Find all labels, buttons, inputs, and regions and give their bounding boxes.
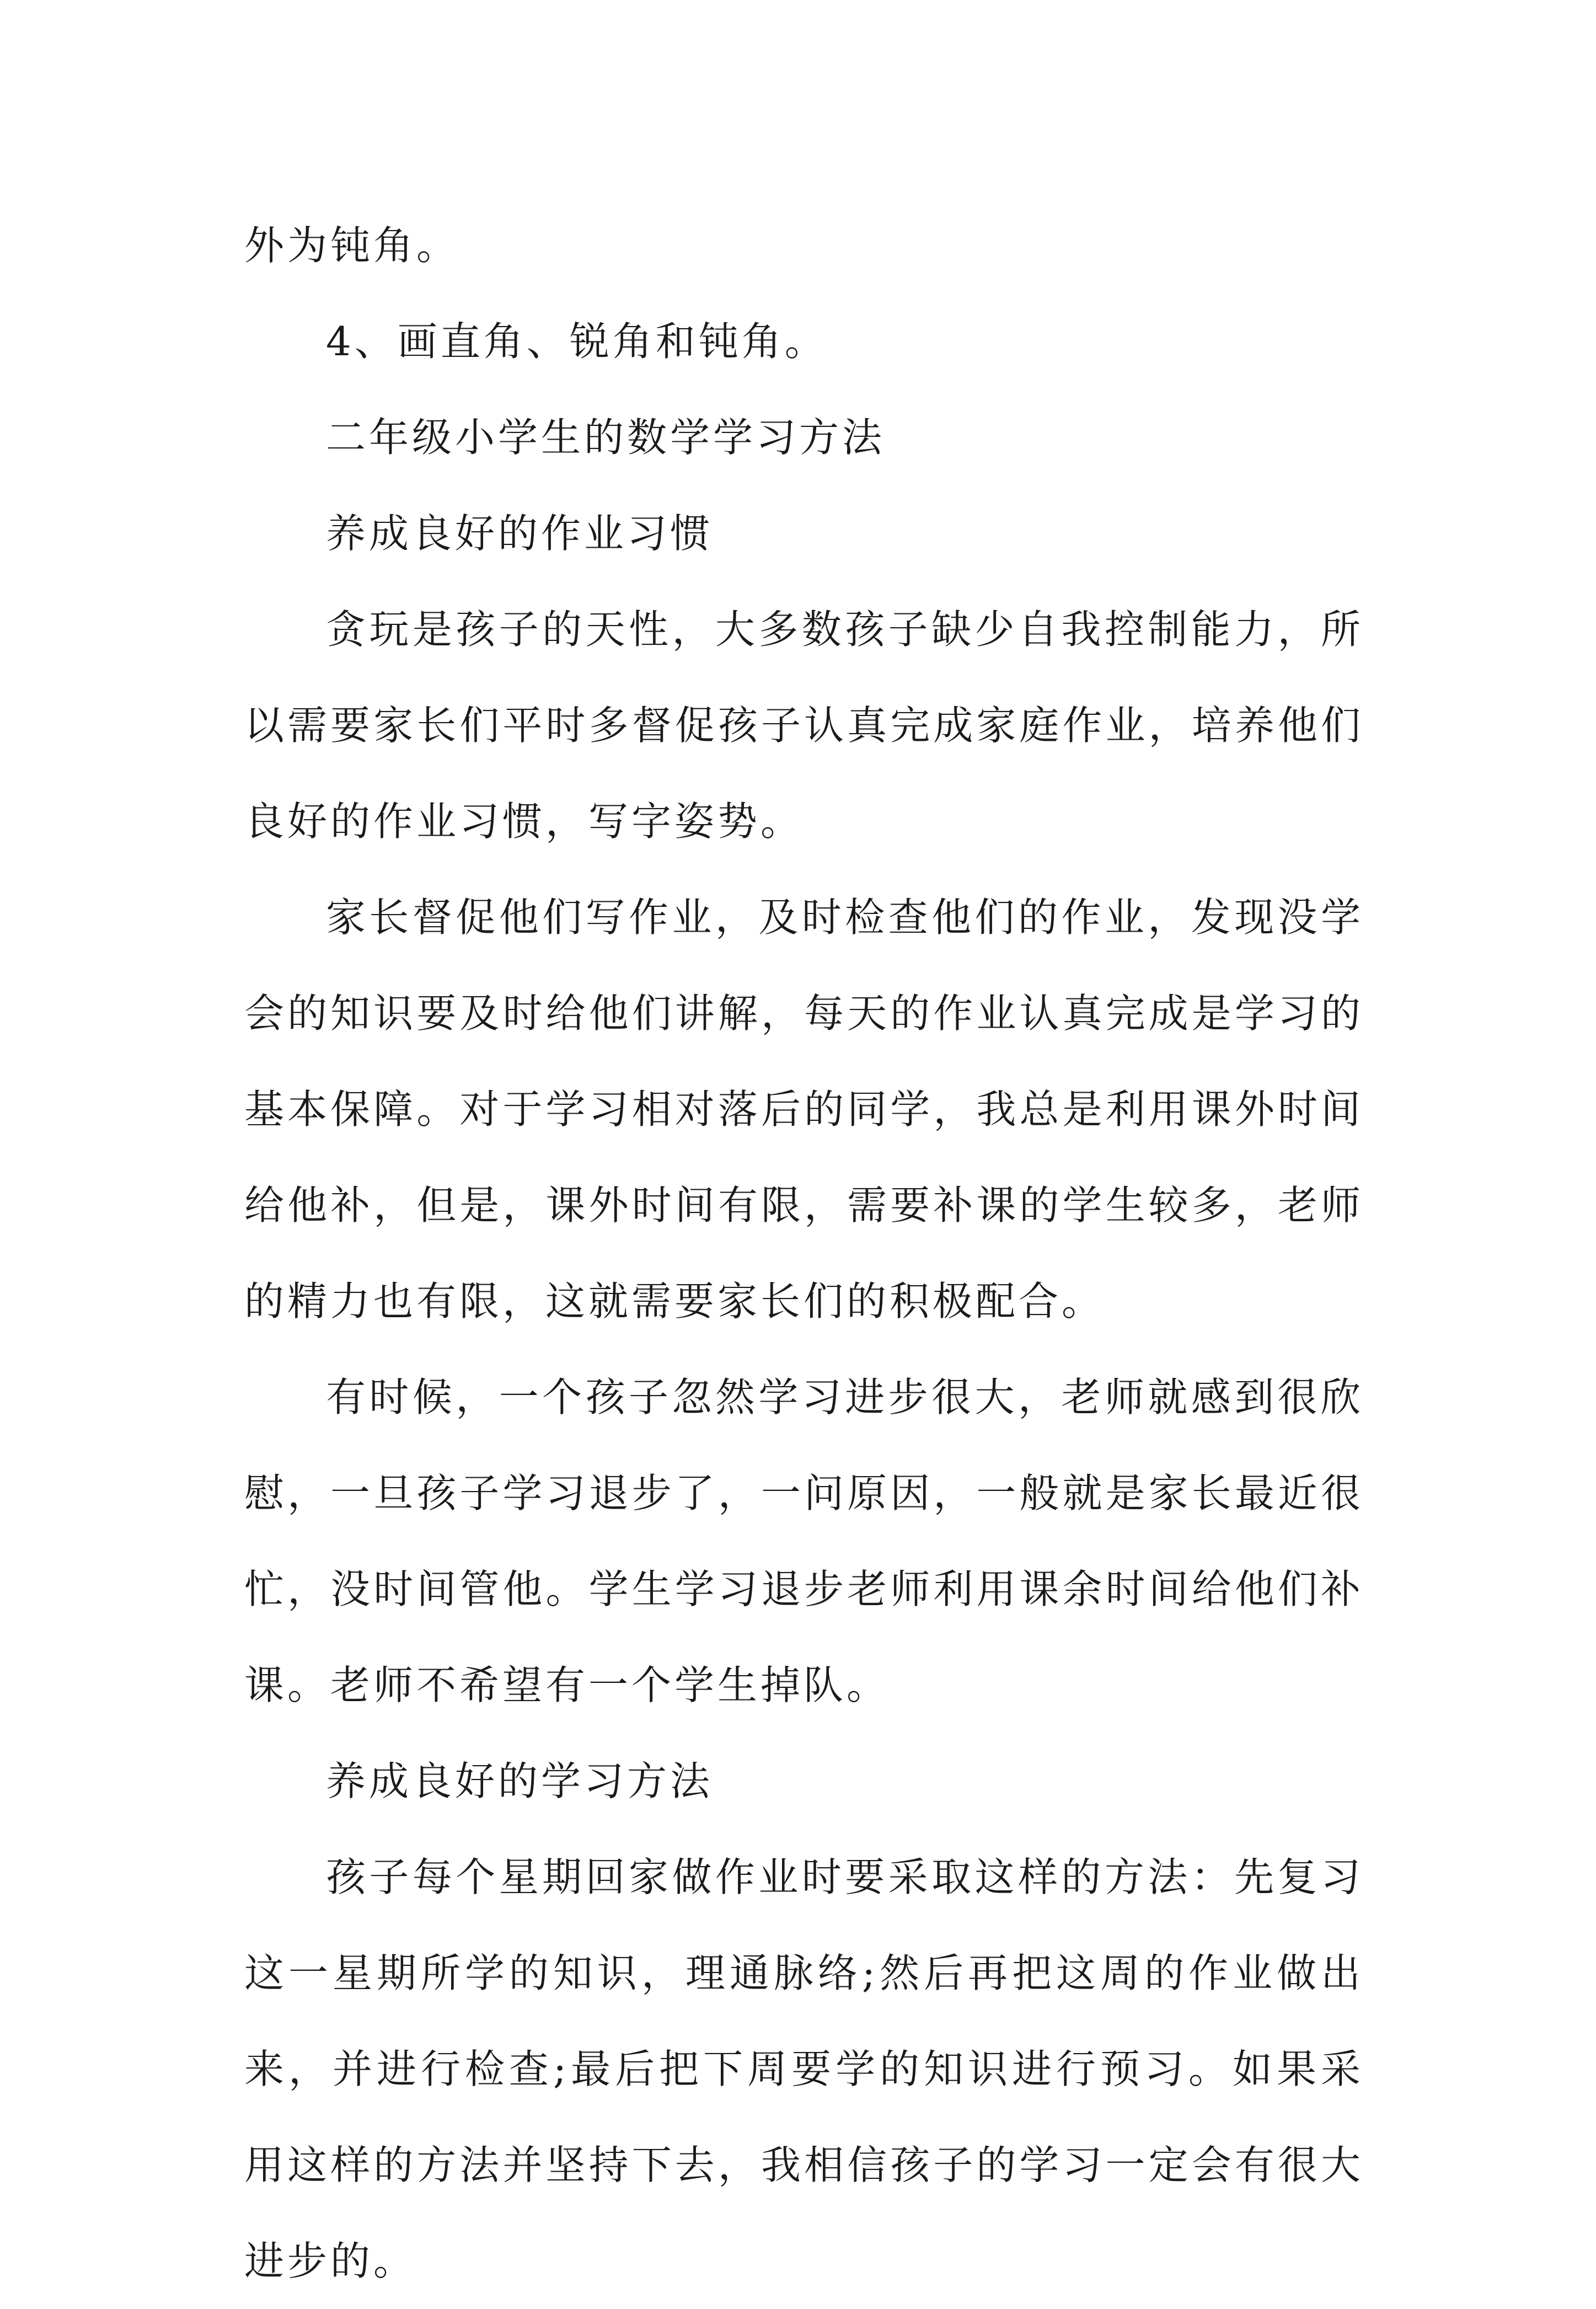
paragraph-parent-supervision: 家长督促他们写作业，及时检查他们的作业，发现没学会的知识要及时给他们讲解，每天的作业认真完成是学习的基本保障。对于学习相对落后的同学，我总是利用课外时间给他补，但是，课外时间有限，需要补课的学生较多，老师的精力也有限，这就需要家长们的积极配合。 <box>244 894 1364 1324</box>
subheading-homework-habits: 养成良好的作业习惯 <box>326 510 714 557</box>
section-heading-math-methods: 二年级小学生的数学学习方法 <box>326 414 886 461</box>
subheading-study-methods: 养成良好的学习方法 <box>326 1758 714 1804</box>
document-body <box>244 197 1364 2309</box>
paragraph-progress: 有时候，一个孩子忽然学习进步很大，老师就感到很欣慰，一旦孩子学习退步了，一问原因，一般就是家长最近很忙，没时间管他。学生学习退步老师利用课余时间给他们补课。老师不希望有一个学生掉队。 <box>244 1374 1364 1708</box>
paragraph-continuation: 外为钝角。 <box>244 222 460 269</box>
paragraph-study-methods: 孩子每个星期回家做作业时要采取这样的方法：先复习这一星期所学的知识，理通脉络;然后再把这周的作业做出来，并进行检查;最后把下周要学的知识进行预习。如果采用这样的方法并坚持下去，我相信孩子的学习一定会有很大进步的。 <box>244 1854 1364 2284</box>
list-item-draw-angles: 4、画直角、锐角和钝角。 <box>326 318 828 365</box>
paragraph-homework-habits: 贪玩是孩子的天性，大多数孩子缺少自我控制能力，所以需要家长们平时多督促孩子认真完成家庭作业，培养他们良好的作业习惯，写字姿势。 <box>244 606 1364 845</box>
